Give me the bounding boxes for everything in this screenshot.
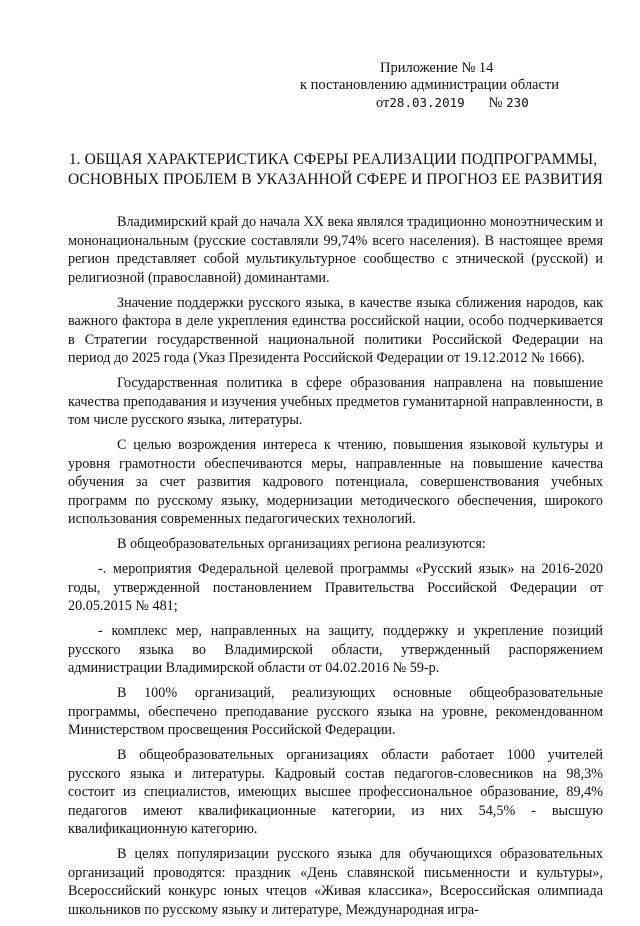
document-body [68, 213, 603, 926]
paragraph: В общеобразовательных организациях области работает 1000 учителей русского языка и литературы. Кадровый состав педагогов-словесников на 98,3% состоит из специалистов, имеющих высшее профессиональное образование, 89,4% педагогов имеют квалификационные категории, из них 54,5% - высшую квалификационную категорию. [68, 747, 603, 837]
paragraph: В 100% организаций, реализующих основные общеобразовательные программы, обеспечено преподавание русского языка на уровне, рекомендованном Министерством просвещения Российской Федерации. [68, 685, 603, 738]
paragraph: С целью возрождения интереса к чтению, повышения языковой культуры и уровня грамотности обеспечиваются меры, направленные на повышение качества обучения за счет развития кадрового потенциала, совершенствования учебных программ по русскому языку, модернизации методического обеспечения, широкого использования современных педагогических технологий. [68, 437, 603, 527]
section-title [68, 150, 603, 190]
list-item: - комплекс мер, направленных на защиту, поддержку и укрепление позиций русского языка во Владимирской области, утвержденный распоряжением администрации Владимирской области от 04.02.2016 № 59-р. [68, 623, 603, 676]
paragraph: Значение поддержки русского языка, в качестве языка сближения народов, как важного фактора в деле укрепления единства российской нации, особо подчеркивается в Стратегии государственной национальной политики Российской Федерации на период до 2025 года (Указ Президента Российской Федерации от 19.12.2012 № 1666). [68, 294, 603, 366]
appendix-label: Приложение № 14 [380, 60, 494, 76]
decree-line: к постановлению администрации области [300, 77, 560, 93]
section-title-line-1: 1. ОБЩАЯ ХАРАКТЕРИСТИКА СФЕРЫ РЕАЛИЗАЦИИ ПОДПРОГРАММЫ, [68, 151, 598, 168]
decree-number: 230 [506, 95, 529, 110]
decree-date: 28.03.2019 [389, 95, 465, 110]
paragraph: В общеобразовательных организациях региона реализуются: [117, 536, 486, 552]
paragraph: В целях популяризации русского языка для обучающихся образовательных организаций проводятся: праздник «День славянской письменности и культуры», Всероссийский конкурс юных чтецов «Живая классика», Всероссийская олимпиада школьников по русскому языку и литературе, Международная игра- [68, 846, 603, 918]
paragraph: Государственная политика в сфере образования направлена на повышение качества преподавания и изучения учебных предметов гуманитарной направленности, в том числе русского языка, литературы. [68, 375, 603, 428]
date-prefix: от [376, 95, 390, 111]
decree-date-line [300, 94, 600, 112]
list-item: -. мероприятия Федеральной целевой программы «Русский язык» на 2016-2020 годы, утвержденной постановлением Правительства Российской Федерации от 20.05.2015 № 481; [68, 561, 603, 614]
paragraph: Владимирский край до начала XX века являлся традиционно моноэтническим и мононациональным (русские составляли 99,74% всего населения). В настоящее время регион представляет собой мультикультурное сообщество с этнической (русской) и религиозной (православной) доминантами. [68, 214, 603, 286]
section-title-line-2: ОСНОВНЫХ ПРОБЛЕМ В УКАЗАННОЙ СФЕРЕ И ПРОГНОЗ ЕЕ РАЗВИТИЯ [68, 171, 603, 188]
number-label: № [488, 95, 503, 111]
appendix-header [300, 60, 600, 112]
